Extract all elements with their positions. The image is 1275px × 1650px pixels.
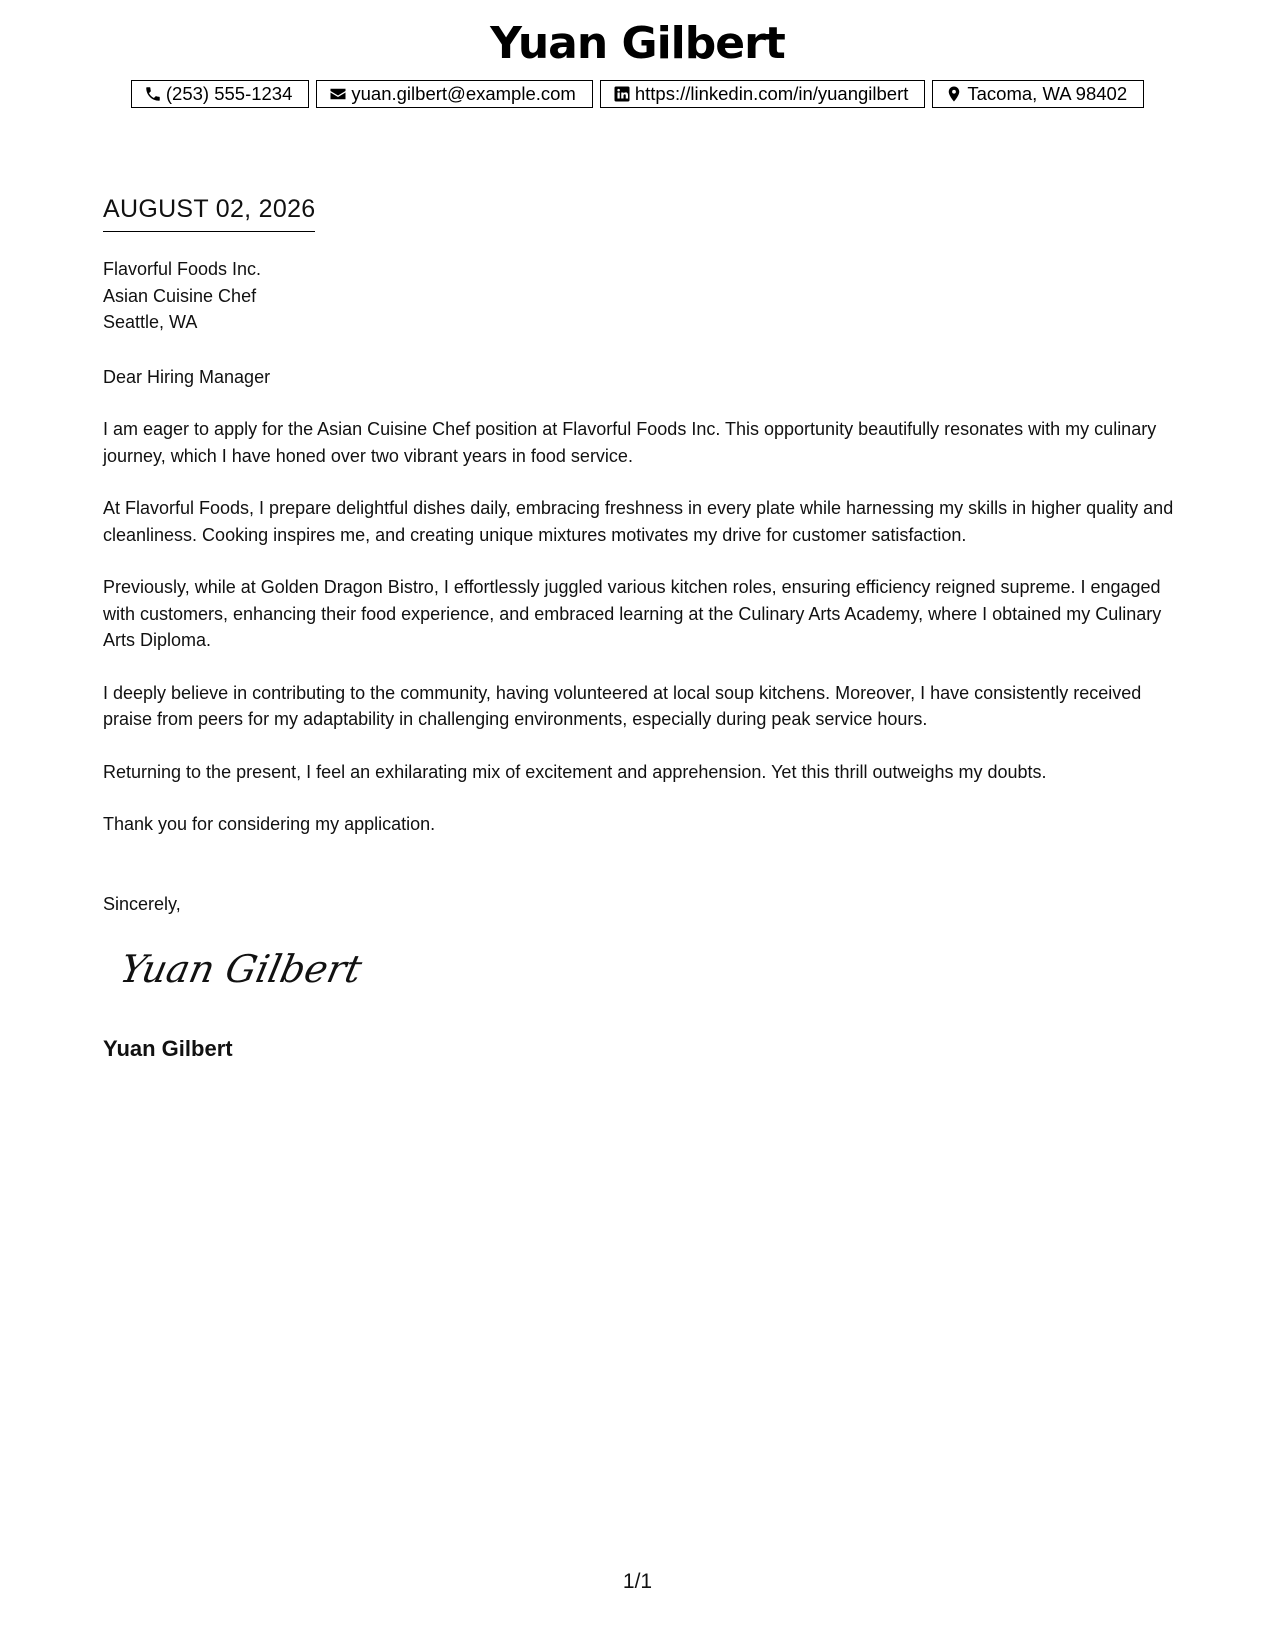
recipient-position: Asian Cuisine Chef <box>103 285 257 306</box>
body-paragraph: Thank you for considering my application. <box>103 814 436 834</box>
page-number: 1/1 <box>622 1570 653 1593</box>
contact-location-text: Tacoma, WA 98402 <box>967 83 1128 104</box>
contact-email[interactable] <box>316 80 592 108</box>
contact-bar <box>0 80 1275 108</box>
recipient-location: Seattle, WA <box>103 312 198 332</box>
map-marker-icon <box>945 85 963 103</box>
contact-linkedin-text[interactable]: https://linkedin.com/in/yuangilbert <box>634 83 909 104</box>
signature-image <box>115 940 366 1005</box>
contact-phone <box>131 80 310 108</box>
letter-body <box>103 416 1183 864</box>
signature-text: Yuan Gilbert <box>115 947 366 992</box>
recipient-block <box>103 256 1183 336</box>
body-paragraph: At Flavorful Foods, I prepare delightful dishes daily, embracing freshness in every plate while harnessing my skills in higher quality and cleanliness. Cooking inspires me, and creating unique mixtures motivates my drive for customer satisfaction. <box>103 498 1174 545</box>
phone-icon <box>144 85 162 103</box>
body-paragraph: Returning to the present, I feel an exhilarating mix of excitement and apprehension. Yet this thrill outweighs my doubts. <box>103 761 1047 782</box>
linkedin-icon <box>613 85 631 103</box>
letter-date: AUGUST 02, 2026 <box>103 195 315 232</box>
body-paragraph: I am eager to apply for the Asian Cuisine Chef position at Flavorful Foods Inc. This opportunity beautifully resonates with my culinary journey, which I have honed over two vibrant years in food service. <box>103 419 1157 466</box>
envelope-icon <box>329 85 347 103</box>
contact-location <box>932 80 1144 108</box>
body-paragraph: Previously, while at Golden Dragon Bistro, I effortlessly juggled various kitchen roles, ensuring efficiency reigned supreme. I engaged with customers, enhancing their food experience, and embraced learning at the Culinary Arts Academy, where I obtained my Culinary Arts Diploma. <box>103 577 1162 650</box>
body-paragraph: I deeply believe in contributing to the community, having volunteered at local soup kitchens. Moreover, I have consistently received praise from peers for my adaptability in challenging environments, especially during peak service hours. <box>103 682 1142 729</box>
recipient-company: Flavorful Foods Inc. <box>103 259 262 279</box>
salutation: Dear Hiring Manager <box>103 367 271 387</box>
signer-name: Yuan Gilbert <box>103 1036 233 1061</box>
closing: Sincerely, <box>103 894 181 914</box>
contact-email-text[interactable]: yuan.gilbert@example.com <box>351 83 576 104</box>
contact-linkedin[interactable] <box>600 80 926 108</box>
applicant-name: Yuan Gilbert <box>490 18 785 69</box>
contact-phone-text: (253) 555-1234 <box>165 83 293 104</box>
